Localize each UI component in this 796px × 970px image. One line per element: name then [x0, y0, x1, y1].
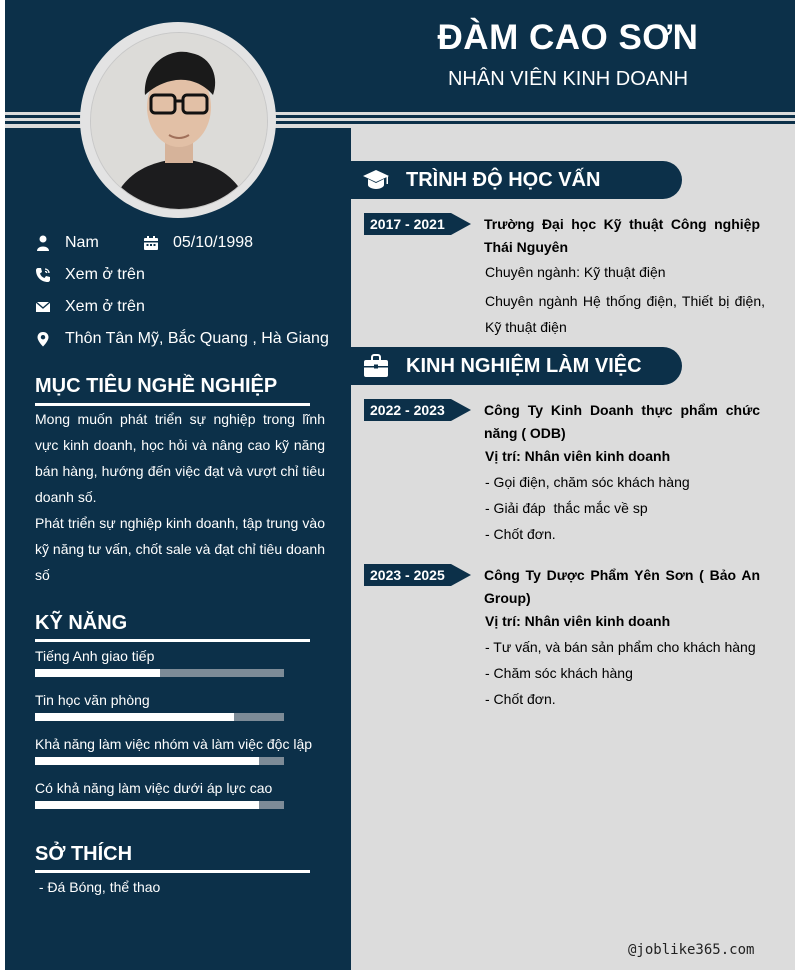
- job-position: Vị trí: Nhân viên kinh doanh: [485, 613, 671, 629]
- education-section-title: [350, 161, 682, 199]
- experience-section-title: [350, 347, 682, 385]
- job-duty: - Tư vấn, và bán sản phẩm cho khách hàng: [485, 639, 756, 655]
- gender-row: [35, 234, 99, 252]
- experience-heading: KINH NGHIỆM LÀM VIỆC: [406, 354, 642, 377]
- job-company: Công Ty Dược Phẩm Yên Sơn ( Bảo An Group): [484, 567, 760, 606]
- objective-paragraph: Phát triển sự nghiệp kinh doanh, tập trung vào kỹ năng tư vấn, chốt sale và đạt chỉ tiêu doanh số: [35, 515, 325, 583]
- job-period: 2023 - 2025: [364, 564, 451, 586]
- job-duty: - Gọi điện, chăm sóc khách hàng: [485, 474, 690, 490]
- footer-watermark: @joblike365.com: [628, 942, 755, 958]
- phone-row: [35, 266, 145, 284]
- phone-icon: [35, 267, 51, 283]
- hobbies-rule: [35, 870, 310, 873]
- job-duty: - Chốt đơn.: [485, 526, 556, 542]
- candidate-role: NHÂN VIÊN KINH DOANH: [447, 68, 689, 90]
- education-period-tag: [364, 213, 471, 235]
- objective-heading: MỤC TIÊU NGHỀ NGHIỆP: [35, 375, 278, 397]
- location-pin-icon: [35, 331, 51, 347]
- briefcase-icon: [362, 352, 390, 380]
- gender-value: Nam: [65, 234, 99, 251]
- address-row: [35, 330, 329, 348]
- job-period-tag: [364, 564, 471, 586]
- phone-value: Xem ở trên: [65, 266, 145, 283]
- major-detail: Chuyên ngành Hệ thống điện, Thiết bị điện, Kỹ thuật điện: [485, 293, 765, 335]
- avatar: [90, 32, 268, 210]
- address-value: Thôn Tân Mỹ, Bắc Quang , Hà Giang: [65, 330, 329, 347]
- skill-bar-fill: [35, 713, 234, 721]
- skill-bar-fill: [35, 801, 259, 809]
- email-value: Xem ở trên: [65, 298, 145, 315]
- skill-label: Khả năng làm việc nhóm và làm việc độc lập: [35, 736, 313, 752]
- hobbies-heading: SỞ THÍCH: [35, 843, 133, 865]
- school-name: Trường Đại học Kỹ thuật Công nghiệp Thái Nguyên: [484, 216, 760, 255]
- job-period: 2022 - 2023: [364, 399, 451, 421]
- skill-label: Tiếng Anh giao tiếp: [35, 648, 155, 664]
- birthday-value: 05/10/1998: [173, 234, 254, 251]
- calendar-icon: [143, 235, 159, 251]
- job-position: Vị trí: Nhân viên kinh doanh: [485, 448, 671, 464]
- skills-rule: [35, 639, 310, 642]
- person-icon: [35, 235, 51, 251]
- skill-bar: [35, 801, 284, 809]
- skill-bar: [35, 669, 284, 677]
- skill-label: Tin học văn phòng: [35, 692, 150, 708]
- major: Chuyên ngành: Kỹ thuật điện: [485, 264, 666, 280]
- skill-bar: [35, 757, 284, 765]
- education-heading: TRÌNH ĐỘ HỌC VẤN: [406, 168, 601, 191]
- email-row: [35, 298, 145, 316]
- skills-heading: KỸ NĂNG: [35, 612, 128, 634]
- skill-bar-fill: [35, 669, 160, 677]
- birthday-row: [143, 234, 253, 252]
- job-duty: - Giải đáp thắc mắc về sp: [485, 500, 648, 516]
- graduation-cap-icon: [362, 166, 390, 194]
- education-period: 2017 - 2021: [364, 213, 451, 235]
- job-company: Công Ty Kinh Doanh thực phẩm chức năng ( ODB): [484, 402, 760, 441]
- hobbies-text: - Đá Bóng, thể thao: [35, 879, 161, 895]
- skill-bar-fill: [35, 757, 259, 765]
- job-period-tag: [364, 399, 471, 421]
- skill-label: Có khả năng làm việc dưới áp lực cao: [35, 780, 273, 796]
- envelope-icon: [35, 299, 51, 315]
- job-duty: - Chăm sóc khách hàng: [485, 665, 633, 681]
- objective-paragraph: Mong muốn phát triển sự nghiệp trong lĩnh vực kinh doanh, học hỏi và nâng cao kỹ năng bán hàng, hướng đến việc đạt và vượt chỉ tiêu doanh số.: [35, 411, 325, 505]
- skill-bar: [35, 713, 284, 721]
- candidate-name: ĐÀM CAO SƠN: [437, 18, 699, 57]
- job-duty: - Chốt đơn.: [485, 691, 556, 707]
